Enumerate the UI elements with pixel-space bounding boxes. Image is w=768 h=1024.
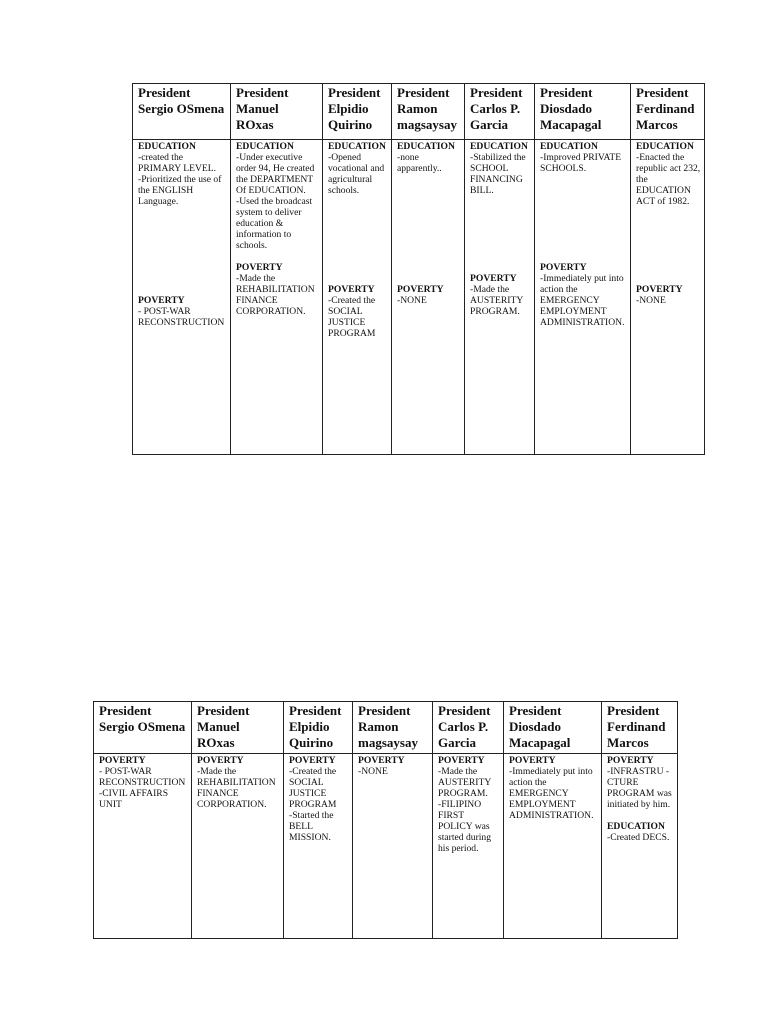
header-quirino: President Elpidio Quirino: [284, 702, 353, 754]
poverty-label: POVERTY: [197, 755, 244, 766]
cell-marcos: [631, 140, 705, 455]
education-text: -Improved PRIVATE SCHOOLS.: [540, 152, 622, 174]
poverty-text: -Made the AUSTERITY PROGRAM. -FILIPINO FIRST POLICY was started during his period.: [438, 766, 492, 854]
cell-magsaysay: [392, 140, 465, 455]
header-osmena: President Sergio OSmena: [94, 702, 192, 754]
poverty-label: POVERTY: [509, 755, 556, 766]
header-osmena: President Sergio OSmena: [133, 84, 231, 140]
poverty-label: POVERTY: [438, 755, 485, 766]
header-marcos: President Ferdinand Marcos: [631, 84, 705, 140]
cell-garcia: [433, 754, 504, 939]
table-row: [94, 754, 678, 939]
poverty-label: POVERTY: [540, 262, 587, 273]
cell-roxas: [231, 140, 323, 455]
cell-macapagal: [504, 754, 602, 939]
cell-quirino: [323, 140, 392, 455]
poverty-text: -NONE: [397, 295, 427, 306]
header-quirino: President Elpidio Quirino: [323, 84, 392, 140]
poverty-label: POVERTY: [607, 755, 654, 766]
header-magsaysay: President Ramon magsaysay: [392, 84, 465, 140]
education-text: -Under executive order 94, He created the DEPARTMENT Of EDUCATION. -Used the broadcast system to deliver education & information to schools.: [236, 152, 315, 251]
education-label: EDUCATION: [470, 141, 528, 152]
header-macapagal: President Diosdado Macapagal: [504, 702, 602, 754]
header-magsaysay: President Ramon magsaysay: [353, 702, 433, 754]
poverty-text: -Immediately put into action the EMERGENCY EMPLOYMENT ADMINISTRATION.: [509, 766, 594, 821]
poverty-text: -Immediately put into action the EMERGENCY EMPLOYMENT ADMINISTRATION.: [540, 273, 625, 328]
poverty-label: POVERTY: [636, 284, 683, 295]
header-garcia: President Carlos P. Garcia: [433, 702, 504, 754]
education-text: -Created DECS.: [607, 832, 670, 843]
education-text: -Stabilized the SCHOOL FINANCING BILL.: [470, 152, 526, 196]
header-marcos: President Ferdinand Marcos: [602, 702, 678, 754]
poverty-text: -Made the REHABILITATION FINANCE CORPORATION.: [236, 273, 315, 317]
header-row: [94, 702, 678, 754]
education-label: EDUCATION: [328, 141, 386, 152]
presidents-table-1: [132, 83, 705, 455]
cell-quirino: [284, 754, 353, 939]
poverty-text: -NONE: [636, 295, 666, 306]
poverty-label: POVERTY: [99, 755, 146, 766]
cell-garcia: [465, 140, 535, 455]
education-label: EDUCATION: [636, 141, 694, 152]
poverty-text: -INFRASTRU -CTURE PROGRAM was initiated by him.: [607, 766, 672, 810]
education-label: EDUCATION: [236, 141, 294, 152]
poverty-label: POVERTY: [138, 295, 185, 306]
cell-osmena: [94, 754, 192, 939]
header-roxas: President Manuel ROxas: [231, 84, 323, 140]
education-label: EDUCATION: [540, 141, 598, 152]
poverty-text: - POST-WAR RECONSTRUCTION: [138, 306, 225, 328]
education-text: -Opened vocational and agricultural schools.: [328, 152, 385, 196]
education-text: -none apparently..: [397, 152, 442, 174]
poverty-text: -Created the SOCIAL JUSTICE PROGRAM: [328, 295, 376, 339]
education-label: EDUCATION: [138, 141, 196, 152]
poverty-text: - POST-WAR RECONSTRUCTION -CIVIL AFFAIRS UNIT: [99, 766, 186, 810]
poverty-label: POVERTY: [358, 755, 405, 766]
education-text: -Enacted the republic act 232, the EDUCATION ACT of 1982.: [636, 152, 701, 207]
cell-osmena: [133, 140, 231, 455]
cell-marcos: [602, 754, 678, 939]
poverty-label: POVERTY: [328, 284, 375, 295]
cell-magsaysay: [353, 754, 433, 939]
header-garcia: President Carlos P. Garcia: [465, 84, 535, 140]
poverty-label: POVERTY: [236, 262, 283, 273]
presidents-table-2: [93, 701, 678, 939]
cell-roxas: [192, 754, 284, 939]
header-roxas: President Manuel ROxas: [192, 702, 284, 754]
poverty-label: POVERTY: [289, 755, 336, 766]
poverty-label: POVERTY: [470, 273, 517, 284]
poverty-label: POVERTY: [397, 284, 444, 295]
header-row: [133, 84, 705, 140]
header-macapagal: President Diosdado Macapagal: [535, 84, 631, 140]
table-row: [133, 140, 705, 455]
education-label: EDUCATION: [607, 821, 665, 832]
education-text: -created the PRIMARY LEVEL. -Prioritized the use of the ENGLISH Language.: [138, 152, 222, 207]
poverty-text: -Made the AUSTERITY PROGRAM.: [470, 284, 523, 317]
poverty-text: -Made the REHABILITATION FINANCE CORPORATION.: [197, 766, 276, 810]
cell-macapagal: [535, 140, 631, 455]
poverty-text: -Created the SOCIAL JUSTICE PROGRAM -Started the BELL MISSION.: [289, 766, 337, 843]
poverty-text: -NONE: [358, 766, 388, 777]
education-label: EDUCATION: [397, 141, 455, 152]
